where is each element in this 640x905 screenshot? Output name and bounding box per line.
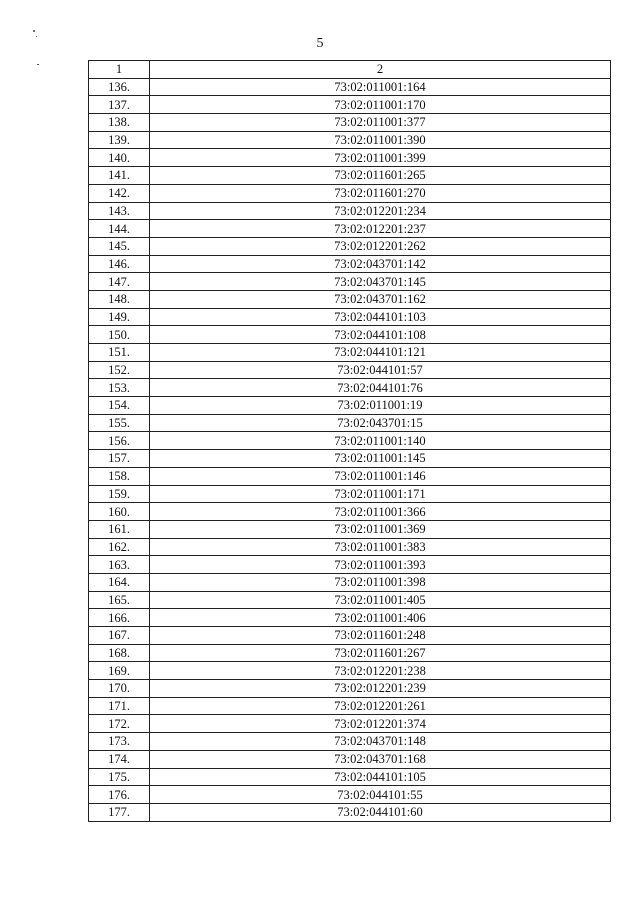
table-row bbox=[89, 220, 611, 238]
table-row bbox=[89, 290, 611, 308]
table-row bbox=[89, 167, 611, 185]
table-row bbox=[89, 662, 611, 680]
cadastral-number-cell: 73:02:012201:238 bbox=[150, 662, 611, 680]
column-header-cadastral-number: 2 bbox=[150, 61, 611, 79]
row-index-cell: 148. bbox=[89, 290, 150, 308]
table-row bbox=[89, 803, 611, 821]
cadastral-number-cell: 73:02:011001:377 bbox=[150, 114, 611, 132]
cadastral-number-cell: 73:02:044101:108 bbox=[150, 326, 611, 344]
table-row bbox=[89, 379, 611, 397]
table-row bbox=[89, 326, 611, 344]
row-index-cell: 169. bbox=[89, 662, 150, 680]
table-row bbox=[89, 573, 611, 591]
cadastral-number-cell: 73:02:012201:237 bbox=[150, 220, 611, 238]
table-row bbox=[89, 361, 611, 379]
cadastral-number-cell: 73:02:011601:267 bbox=[150, 644, 611, 662]
table-row bbox=[89, 609, 611, 627]
table-row bbox=[89, 432, 611, 450]
cadastral-number-cell: 73:02:011001:393 bbox=[150, 556, 611, 574]
cadastral-number-cell: 73:02:011001:171 bbox=[150, 485, 611, 503]
table-row bbox=[89, 397, 611, 415]
cadastral-number-cell: 73:02:012201:374 bbox=[150, 715, 611, 733]
table-row bbox=[89, 750, 611, 768]
cadastral-number-cell: 73:02:011001:19 bbox=[150, 397, 611, 415]
row-index-cell: 143. bbox=[89, 202, 150, 220]
table-row bbox=[89, 184, 611, 202]
cadastral-number-cell: 73:02:011001:390 bbox=[150, 131, 611, 149]
row-index-cell: 150. bbox=[89, 326, 150, 344]
cadastral-number-cell: 73:02:011001:145 bbox=[150, 450, 611, 468]
cadastral-number-cell: 73:02:043701:148 bbox=[150, 733, 611, 751]
row-index-cell: 141. bbox=[89, 167, 150, 185]
row-index-cell: 147. bbox=[89, 273, 150, 291]
row-index-cell: 166. bbox=[89, 609, 150, 627]
row-index-cell: 160. bbox=[89, 503, 150, 521]
cadastral-number-cell: 73:02:011001:164 bbox=[150, 78, 611, 96]
row-index-cell: 177. bbox=[89, 803, 150, 821]
row-index-cell: 139. bbox=[89, 131, 150, 149]
table-row bbox=[89, 485, 611, 503]
row-index-cell: 138. bbox=[89, 114, 150, 132]
row-index-cell: 152. bbox=[89, 361, 150, 379]
row-index-cell: 153. bbox=[89, 379, 150, 397]
cadastral-number-cell: 73:02:012201:234 bbox=[150, 202, 611, 220]
cadastral-number-cell: 73:02:044101:76 bbox=[150, 379, 611, 397]
cadastral-number-cell: 73:02:011601:270 bbox=[150, 184, 611, 202]
cadastral-number-cell: 73:02:043701:168 bbox=[150, 750, 611, 768]
row-index-cell: 149. bbox=[89, 308, 150, 326]
row-index-cell: 136. bbox=[89, 78, 150, 96]
table-row bbox=[89, 344, 611, 362]
cadastral-number-cell: 73:02:011001:405 bbox=[150, 591, 611, 609]
table-row bbox=[89, 255, 611, 273]
table-row bbox=[89, 96, 611, 114]
row-index-cell: 163. bbox=[89, 556, 150, 574]
cadastral-number-cell: 73:02:043701:145 bbox=[150, 273, 611, 291]
cadastral-number-cell: 73:02:011001:140 bbox=[150, 432, 611, 450]
cadastral-number-cell: 73:02:011601:248 bbox=[150, 627, 611, 645]
table-row bbox=[89, 520, 611, 538]
cadastral-number-cell: 73:02:044101:60 bbox=[150, 803, 611, 821]
table-row bbox=[89, 78, 611, 96]
row-index-cell: 171. bbox=[89, 697, 150, 715]
page-number: 5 bbox=[316, 36, 324, 51]
table-row bbox=[89, 715, 611, 733]
cadastral-number-cell: 73:02:012201:262 bbox=[150, 237, 611, 255]
table-row bbox=[89, 149, 611, 167]
table-row bbox=[89, 556, 611, 574]
row-index-cell: 144. bbox=[89, 220, 150, 238]
table-row bbox=[89, 467, 611, 485]
cadastral-number-cell: 73:02:011001:146 bbox=[150, 467, 611, 485]
row-index-cell: 142. bbox=[89, 184, 150, 202]
cadastral-number-cell: 73:02:044101:55 bbox=[150, 786, 611, 804]
column-header-index: 1 bbox=[89, 61, 150, 79]
row-index-cell: 170. bbox=[89, 680, 150, 698]
cadastral-number-cell: 73:02:043701:162 bbox=[150, 290, 611, 308]
cadastral-number-cell: 73:02:044101:105 bbox=[150, 768, 611, 786]
row-index-cell: 145. bbox=[89, 237, 150, 255]
table-row bbox=[89, 237, 611, 255]
cadastral-number-cell: 73:02:011001:366 bbox=[150, 503, 611, 521]
row-index-cell: 175. bbox=[89, 768, 150, 786]
table-row bbox=[89, 308, 611, 326]
row-index-cell: 156. bbox=[89, 432, 150, 450]
row-index-cell: 173. bbox=[89, 733, 150, 751]
row-index-cell: 154. bbox=[89, 397, 150, 415]
table-row bbox=[89, 768, 611, 786]
row-index-cell: 146. bbox=[89, 255, 150, 273]
row-index-cell: 137. bbox=[89, 96, 150, 114]
cadastral-number-cell: 73:02:044101:121 bbox=[150, 344, 611, 362]
cadastral-number-cell: 73:02:012201:239 bbox=[150, 680, 611, 698]
scan-speck bbox=[33, 30, 35, 32]
table-row bbox=[89, 202, 611, 220]
cadastral-number-cell: 73:02:012201:261 bbox=[150, 697, 611, 715]
row-index-cell: 165. bbox=[89, 591, 150, 609]
table-row bbox=[89, 503, 611, 521]
row-index-cell: 176. bbox=[89, 786, 150, 804]
row-index-cell: 159. bbox=[89, 485, 150, 503]
table-row bbox=[89, 786, 611, 804]
table-row bbox=[89, 414, 611, 432]
scan-speck bbox=[37, 64, 39, 65]
table-body bbox=[89, 78, 611, 821]
table-row bbox=[89, 591, 611, 609]
row-index-cell: 172. bbox=[89, 715, 150, 733]
row-index-cell: 168. bbox=[89, 644, 150, 662]
cadastral-number-cell: 73:02:011001:383 bbox=[150, 538, 611, 556]
table-row bbox=[89, 627, 611, 645]
table-row bbox=[89, 450, 611, 468]
cadastral-number-cell: 73:02:011601:265 bbox=[150, 167, 611, 185]
row-index-cell: 161. bbox=[89, 520, 150, 538]
cadastral-number-cell: 73:02:043701:142 bbox=[150, 255, 611, 273]
row-index-cell: 140. bbox=[89, 149, 150, 167]
cadastral-number-cell: 73:02:044101:57 bbox=[150, 361, 611, 379]
table-row bbox=[89, 114, 611, 132]
table-row bbox=[89, 733, 611, 751]
row-index-cell: 164. bbox=[89, 573, 150, 591]
cadastral-number-cell: 73:02:011001:170 bbox=[150, 96, 611, 114]
row-index-cell: 162. bbox=[89, 538, 150, 556]
cadastral-number-cell: 73:02:011001:406 bbox=[150, 609, 611, 627]
row-index-cell: 151. bbox=[89, 344, 150, 362]
table-row bbox=[89, 697, 611, 715]
table-row bbox=[89, 273, 611, 291]
row-index-cell: 155. bbox=[89, 414, 150, 432]
cadastral-number-cell: 73:02:011001:369 bbox=[150, 520, 611, 538]
table-row bbox=[89, 131, 611, 149]
cadastral-number-cell: 73:02:044101:103 bbox=[150, 308, 611, 326]
row-index-cell: 158. bbox=[89, 467, 150, 485]
row-index-cell: 167. bbox=[89, 627, 150, 645]
table-row bbox=[89, 644, 611, 662]
cadastral-number-table bbox=[88, 60, 611, 822]
cadastral-number-cell: 73:02:043701:15 bbox=[150, 414, 611, 432]
cadastral-number-cell: 73:02:011001:398 bbox=[150, 573, 611, 591]
row-index-cell: 157. bbox=[89, 450, 150, 468]
row-index-cell: 174. bbox=[89, 750, 150, 768]
table-row bbox=[89, 538, 611, 556]
cadastral-number-cell: 73:02:011001:399 bbox=[150, 149, 611, 167]
table-header-row bbox=[89, 61, 611, 79]
table-row bbox=[89, 680, 611, 698]
